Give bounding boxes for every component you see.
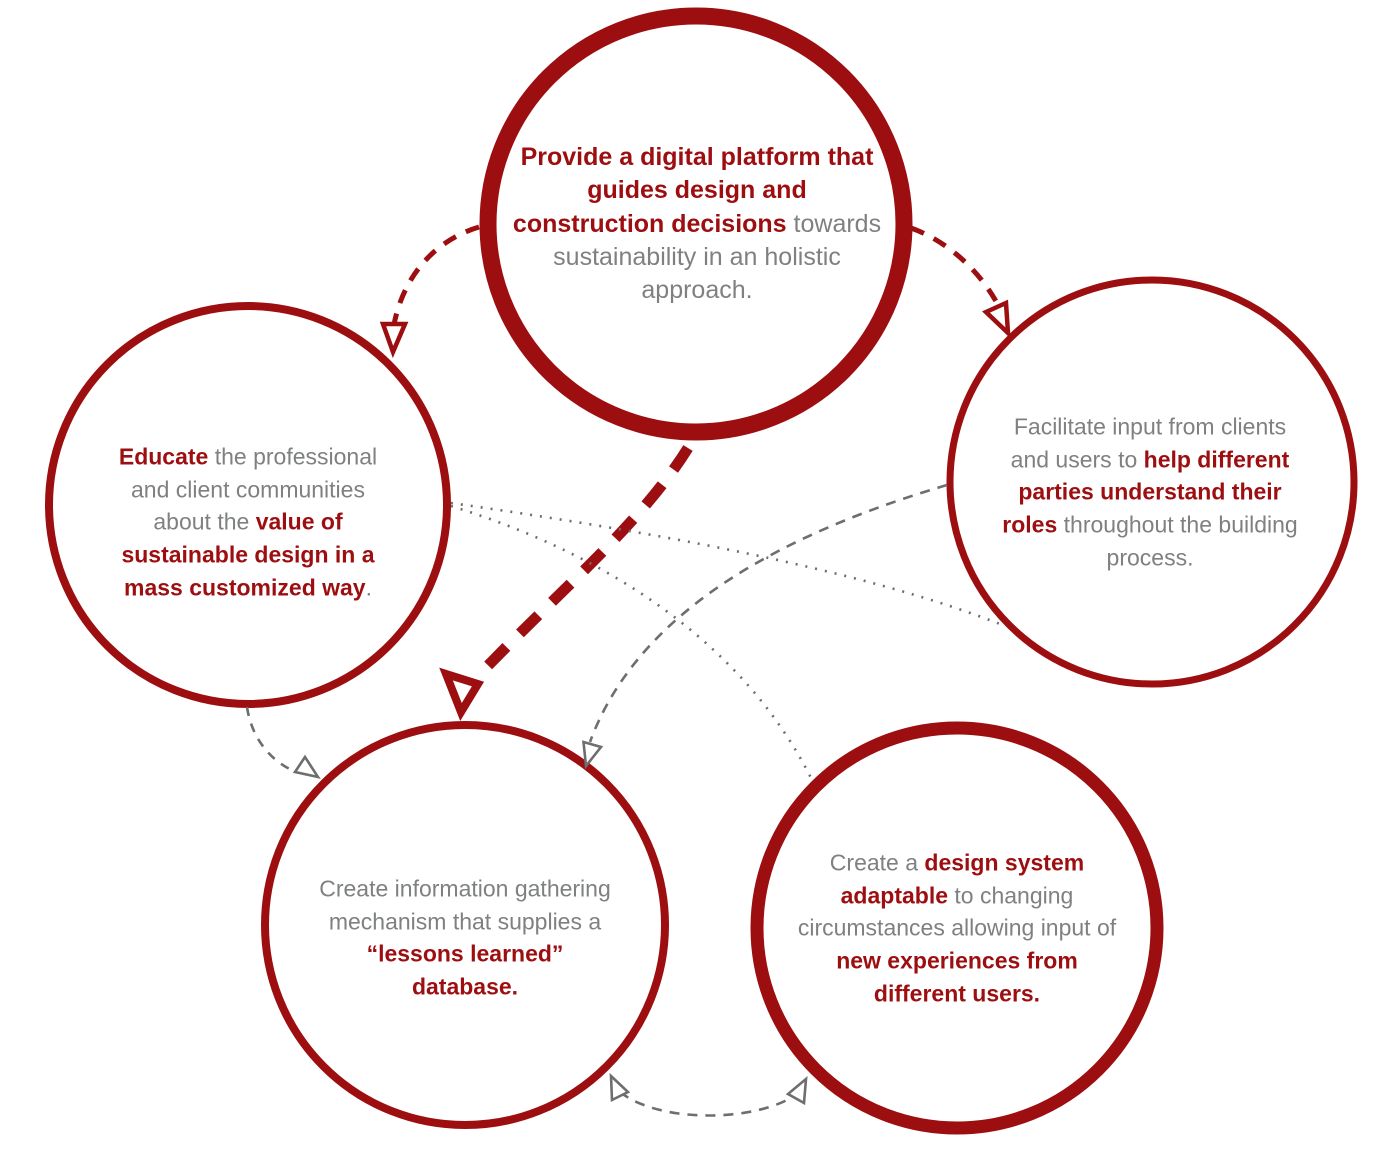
text-segment: Provide a digital platform that guides design and construction decisions <box>512 142 874 238</box>
text-segment: “lessons learned” database. <box>366 941 564 1000</box>
text-segment: Create a <box>829 849 925 876</box>
text-segment: value of sustainable design in a mass customized way <box>121 508 375 600</box>
text-segment: the professional and client communities about the <box>131 443 378 535</box>
node-platform-text <box>510 141 885 307</box>
connection-educate-facilitate <box>451 503 1005 626</box>
text-segment: help different parties understand their roles <box>1002 446 1290 538</box>
arrowhead-educate-lessons <box>295 757 318 777</box>
text-segment: new experiences from different users. <box>836 947 1078 1006</box>
connection-lessons-design-system <box>620 1092 797 1116</box>
text-segment: towards sustainability in an holistic approach. <box>553 209 882 304</box>
arrowhead-lessons-design-system <box>788 1079 806 1103</box>
text-segment: Educate <box>118 443 209 470</box>
node-design-system-text <box>791 846 1123 1009</box>
connection-platform-educate <box>393 227 479 330</box>
node-facilitate-text <box>1000 410 1300 573</box>
arrowhead-platform-educate <box>383 324 405 352</box>
connection-facilitate-lessons <box>590 485 947 742</box>
text-segment: throughout the building process. <box>1057 511 1298 570</box>
text-segment: design system adaptable <box>840 849 1085 909</box>
connection-educate-lessons <box>247 707 296 772</box>
text-segment: . <box>365 573 372 600</box>
connection-platform-facilitate <box>911 228 1003 315</box>
text-segment: Create information gathering mechanism that supplies a <box>319 875 611 935</box>
text-segment: Facilitate input from clients and users to <box>1010 413 1287 473</box>
node-lessons-text <box>318 873 613 1004</box>
arrowhead-platform-lessons <box>446 674 478 712</box>
arrowhead-facilitate-lessons <box>584 742 602 766</box>
text-segment: to changing circumstances allowing input of <box>797 882 1117 941</box>
arrowhead-platform-facilitate <box>986 303 1008 333</box>
node-educate-text <box>102 440 394 603</box>
connection-platform-lessons <box>478 448 688 676</box>
